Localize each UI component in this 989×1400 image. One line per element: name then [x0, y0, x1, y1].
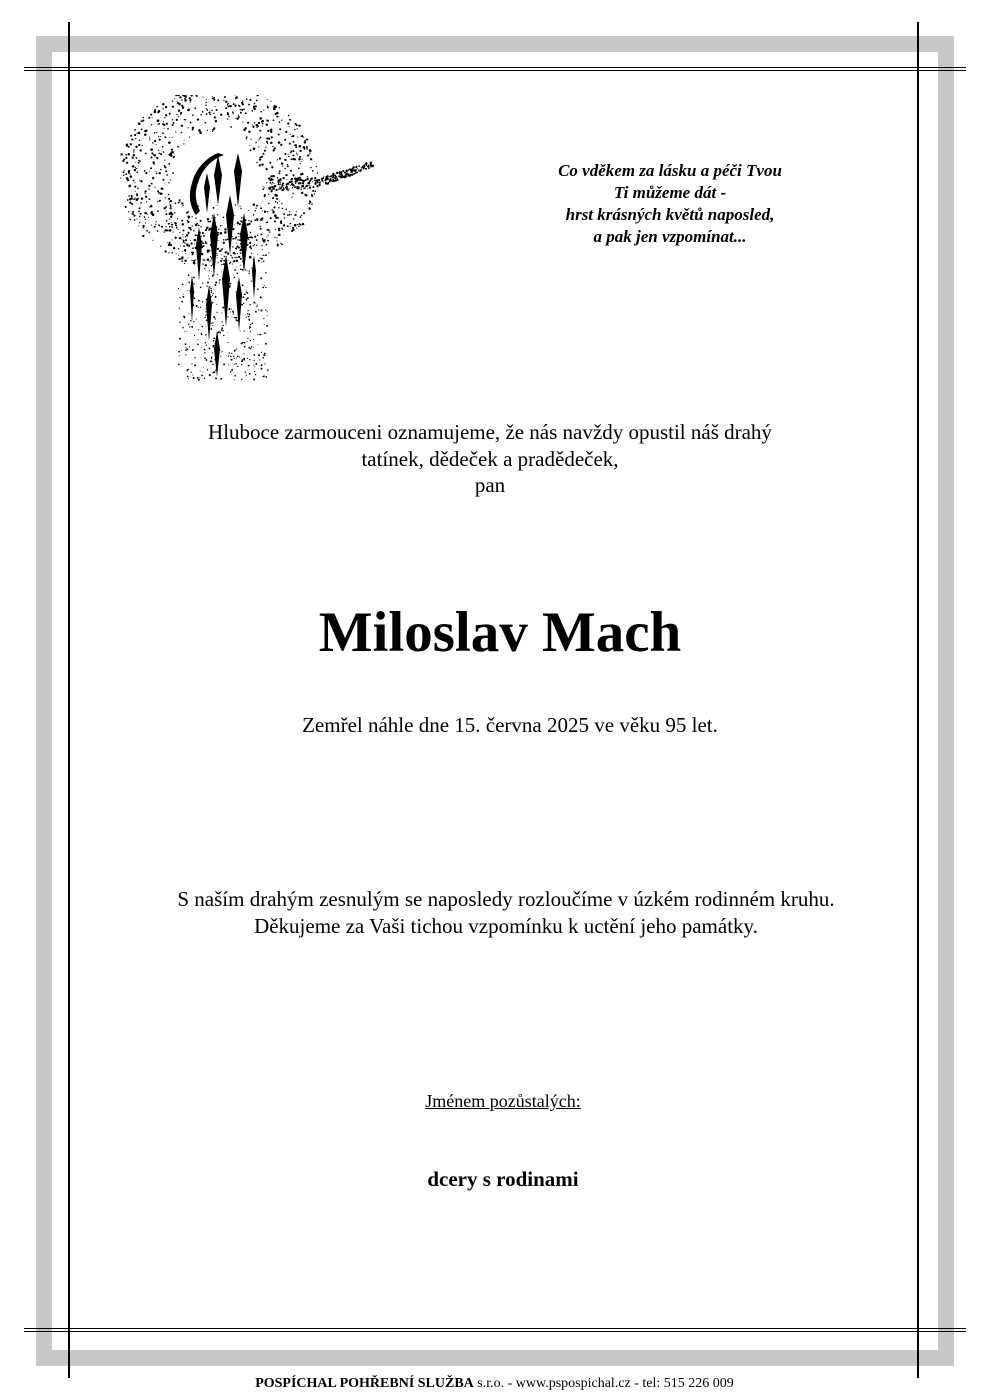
farewell-line: Děkujeme za Vaši tichou vzpomínku k uctění jeho památky.	[254, 914, 758, 938]
mourners: dcery s rodinami	[427, 1167, 579, 1191]
farewell-text	[100, 886, 912, 940]
poem-line: Ti můžeme dát -	[613, 183, 727, 202]
announcement-intro	[100, 419, 880, 499]
intro-line: Hluboce zarmouceni oznamujeme, že nás navždy opustil náš drahý	[208, 420, 772, 444]
farewell-line: S naším drahým zesnulým se naposledy rozloučíme v úzkém rodinném kruhu.	[177, 887, 835, 911]
poem-line: Co vděkem za lásku a péči Tvou	[558, 161, 782, 180]
bottom-rule	[24, 1328, 966, 1332]
company-name: POSPÍCHAL POHŘEBNÍ SLUŽBA	[255, 1376, 474, 1391]
top-rule	[24, 67, 966, 71]
deceased-name: Miloslav Mach	[318, 601, 682, 664]
candle-moon-icon	[118, 95, 378, 385]
poem-line: hrst krásných květů naposled,	[565, 205, 775, 224]
on-behalf-label	[100, 1090, 906, 1112]
funeral-service-footer	[0, 1375, 989, 1393]
left-vertical-rule	[68, 22, 70, 1378]
company-contact: s.r.o. - www.pspospichal.cz - tel: 515 226 009	[473, 1376, 734, 1391]
memorial-poem	[520, 160, 820, 248]
on-behalf-text: Jménem pozůstalých:	[425, 1091, 581, 1111]
poem-line: a pak jen vzpomínat...	[593, 227, 747, 246]
right-vertical-rule	[917, 22, 919, 1378]
death-notice: Zemřel náhle dne 15. června 2025 ve věku 95 let.	[302, 713, 718, 737]
intro-line: tatínek, dědeček a pradědeček,	[361, 446, 619, 471]
intro-line: pan	[474, 473, 506, 497]
